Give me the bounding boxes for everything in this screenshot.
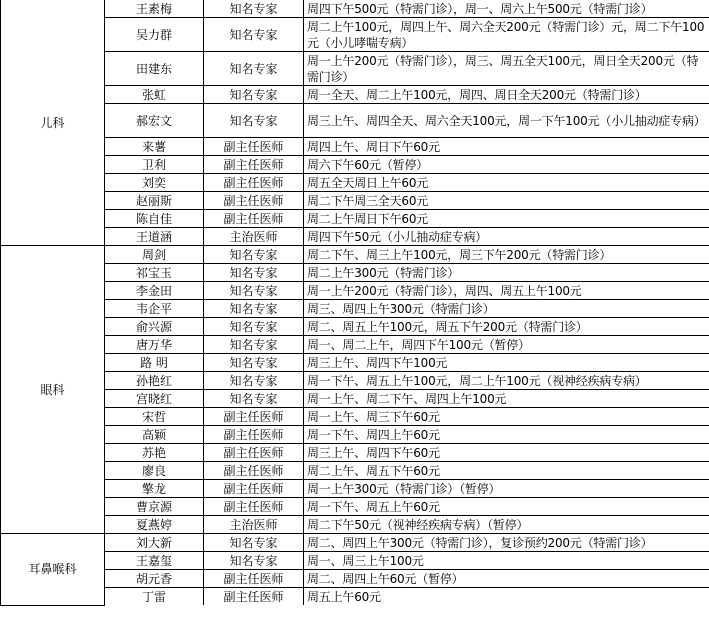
schedule-cell: 周二上午300元（特需门诊） [304, 264, 709, 282]
doctor-name-cell: 宫晓红 [105, 390, 204, 408]
doctor-title-cell: 副主任医师 [204, 588, 304, 606]
doctor-name-cell: 路 明 [105, 354, 204, 372]
schedule-cell: 周五上午60元 [304, 588, 709, 606]
doctor-name-cell: 廖良 [105, 462, 204, 480]
schedule-cell: 周二下午、周三上午100元，周三下午200元（特需门诊） [304, 246, 709, 264]
department-cell: 耳鼻喉科 [1, 534, 105, 606]
doctor-title-cell: 知名专家 [204, 18, 304, 52]
doctor-name-cell: 卫利 [105, 156, 204, 174]
doctor-title-cell: 副主任医师 [204, 498, 304, 516]
table-row [1, 138, 709, 156]
doctor-name-cell: 俞兴源 [105, 318, 204, 336]
doctor-title-cell: 知名专家 [204, 534, 304, 552]
doctor-name-cell: 擎龙 [105, 480, 204, 498]
table-row [1, 282, 709, 300]
doctor-name-cell: 周剑 [105, 246, 204, 264]
table-row [1, 336, 709, 354]
table-row [1, 372, 709, 390]
doctor-title-cell: 知名专家 [204, 354, 304, 372]
department-cell: 眼科 [1, 246, 105, 534]
doctor-name-cell: 夏燕婷 [105, 516, 204, 534]
doctor-name-cell: 唐万华 [105, 336, 204, 354]
doctor-title-cell: 副主任医师 [204, 138, 304, 156]
doctor-title-cell: 知名专家 [204, 336, 304, 354]
doctor-title-cell: 主治医师 [204, 516, 304, 534]
doctor-name-cell: 田建东 [105, 52, 204, 86]
table-row [1, 264, 709, 282]
table-row [1, 462, 709, 480]
table-row [1, 228, 709, 246]
schedule-cell: 周一、周三上午100元 [304, 552, 709, 570]
table-row [1, 52, 709, 86]
schedule-cell: 周一上午、周二下午、周四上午100元 [304, 390, 709, 408]
schedule-cell: 周二上午周日下午60元 [304, 210, 709, 228]
doctor-title-cell: 知名专家 [204, 300, 304, 318]
schedule-cell: 周二、周五上午100元，周五下午200元（特需门诊） [304, 318, 709, 336]
schedule-table-body [1, 0, 709, 605]
table-row [1, 570, 709, 588]
table-row [1, 516, 709, 534]
doctor-title-cell: 副主任医师 [204, 210, 304, 228]
table-row [1, 0, 709, 18]
table-row [1, 390, 709, 408]
doctor-name-cell: 王道涵 [105, 228, 204, 246]
doctor-title-cell: 知名专家 [204, 552, 304, 570]
doctor-name-cell: 李金田 [105, 282, 204, 300]
doctor-name-cell: 祁宝玉 [105, 264, 204, 282]
doctor-name-cell: 来薯 [105, 138, 204, 156]
doctor-name-cell: 孙艳红 [105, 372, 204, 390]
doctor-name-cell: 王素梅 [105, 0, 204, 18]
table-row [1, 534, 709, 552]
table-row [1, 210, 709, 228]
doctor-title-cell: 知名专家 [204, 372, 304, 390]
doctor-title-cell: 知名专家 [204, 86, 304, 104]
doctor-name-cell: 韦企平 [105, 300, 204, 318]
schedule-cell: 周三、周四上午300元（特需门诊） [304, 300, 709, 318]
schedule-cell: 周四下午500元（特需门诊），周一、周六上午500元（特需门诊） [304, 0, 709, 18]
schedule-cell: 周二上午100元，周四上午、周六全天200元（特需门诊）元，周二下午100元（小儿哮喘专病） [304, 18, 709, 52]
doctor-title-cell: 知名专家 [204, 0, 304, 18]
schedule-cell: 周一上午200元（特需门诊），周四、周五上午100元 [304, 282, 709, 300]
doctor-title-cell: 知名专家 [204, 282, 304, 300]
doctor-name-cell: 刘大新 [105, 534, 204, 552]
schedule-cell: 周三上午、周四下午60元 [304, 444, 709, 462]
table-row [1, 192, 709, 210]
schedule-cell: 周二下午50元（视神经疾病专病）（暂停） [304, 516, 709, 534]
doctor-title-cell: 副主任医师 [204, 192, 304, 210]
doctor-name-cell: 郝宏文 [105, 104, 204, 138]
table-row [1, 174, 709, 192]
table-row [1, 552, 709, 570]
table-row [1, 426, 709, 444]
schedule-cell: 周四下午50元（小儿抽动症专病） [304, 228, 709, 246]
schedule-cell: 周三上午、周四下午100元 [304, 354, 709, 372]
doctor-title-cell: 副主任医师 [204, 408, 304, 426]
table-row [1, 300, 709, 318]
table-row [1, 104, 709, 138]
doctor-name-cell: 陈自佳 [105, 210, 204, 228]
doctor-title-cell: 副主任医师 [204, 444, 304, 462]
table-row [1, 408, 709, 426]
doctor-title-cell: 知名专家 [204, 390, 304, 408]
schedule-cell: 周一、周二上午，周四下午100元（暂停） [304, 336, 709, 354]
doctor-title-cell: 知名专家 [204, 264, 304, 282]
schedule-cell: 周一下午、周四上午60元 [304, 426, 709, 444]
doctor-title-cell: 知名专家 [204, 52, 304, 86]
table-row [1, 86, 709, 104]
table-row [1, 156, 709, 174]
doctor-name-cell: 赵丽斯 [105, 192, 204, 210]
schedule-cell: 周一下午、周五上午60元 [304, 498, 709, 516]
doctor-name-cell: 苏艳 [105, 444, 204, 462]
schedule-cell: 周一上午200元（特需门诊），周三、周五全天100元，周日全天200元（特需门诊） [304, 52, 709, 86]
doctor-name-cell: 刘奕 [105, 174, 204, 192]
schedule-cell: 周二下午周三全天60元 [304, 192, 709, 210]
doctor-title-cell: 副主任医师 [204, 480, 304, 498]
table-row [1, 480, 709, 498]
table-row [1, 444, 709, 462]
table-row [1, 354, 709, 372]
doctor-title-cell: 知名专家 [204, 104, 304, 138]
doctor-title-cell: 副主任医师 [204, 426, 304, 444]
doctor-title-cell: 主治医师 [204, 228, 304, 246]
schedule-cell: 周一上午、周三下午60元 [304, 408, 709, 426]
doctor-name-cell: 胡元香 [105, 570, 204, 588]
doctor-name-cell: 张虹 [105, 86, 204, 104]
doctor-name-cell: 吴力群 [105, 18, 204, 52]
schedule-cell: 周三上午、周四全天、周六全天100元，周一下午100元（小儿抽动症专病） [304, 104, 709, 138]
table-row [1, 246, 709, 264]
doctor-name-cell: 高颖 [105, 426, 204, 444]
doctor-title-cell: 副主任医师 [204, 174, 304, 192]
schedule-cell: 周一下午、周五上午100元，周二上午100元（视神经疾病专病） [304, 372, 709, 390]
table-row [1, 18, 709, 52]
schedule-cell: 周二、周四上午60元（暂停） [304, 570, 709, 588]
schedule-cell: 周二、周四上午300元（特需门诊），复诊预约200元（特需门诊） [304, 534, 709, 552]
table-row [1, 588, 709, 606]
schedule-cell: 周四上午、周日下午60元 [304, 138, 709, 156]
doctor-title-cell: 副主任医师 [204, 570, 304, 588]
schedule-cell: 周二上午、周五下午60元 [304, 462, 709, 480]
table-row [1, 318, 709, 336]
doctor-title-cell: 知名专家 [204, 318, 304, 336]
doctor-name-cell: 曹京源 [105, 498, 204, 516]
doctor-title-cell: 知名专家 [204, 246, 304, 264]
doctor-title-cell: 副主任医师 [204, 462, 304, 480]
doctor-name-cell: 宋哲 [105, 408, 204, 426]
schedule-cell: 周五全天周日上午60元 [304, 174, 709, 192]
doctor-name-cell: 丁雷 [105, 588, 204, 606]
table-row [1, 498, 709, 516]
department-cell: 儿科 [1, 0, 105, 246]
doctor-title-cell: 副主任医师 [204, 156, 304, 174]
schedule-cell: 周一全天、周二上午100元，周四、周日全天200元（特需门诊） [304, 86, 709, 104]
schedule-cell: 周一上午300元（特需门诊）（暂停） [304, 480, 709, 498]
doctor-name-cell: 王嘉玺 [105, 552, 204, 570]
schedule-cell: 周六下午60元（暂停） [304, 156, 709, 174]
